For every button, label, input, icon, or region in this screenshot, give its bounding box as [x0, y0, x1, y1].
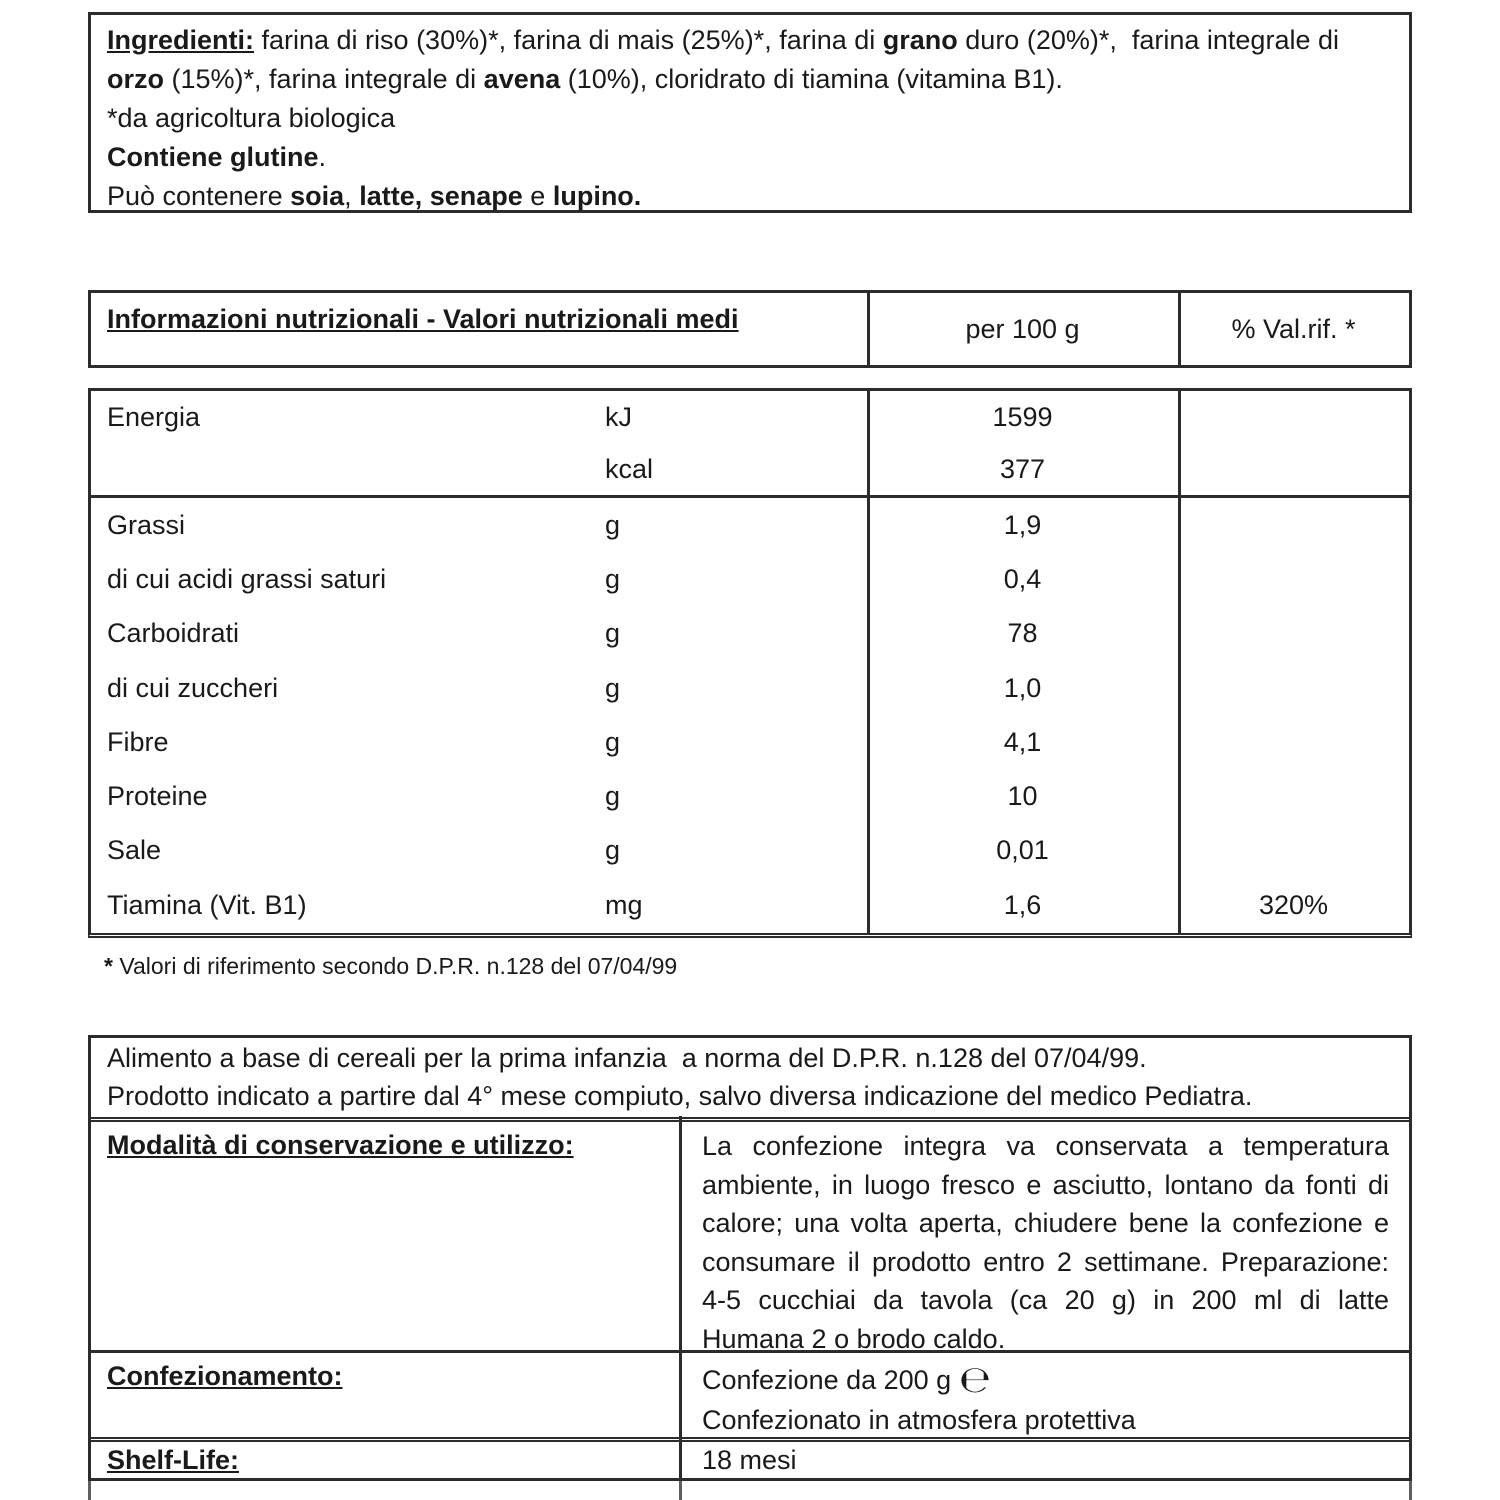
- nutrient-label: Tiamina (Vit. B1): [107, 889, 307, 920]
- nutrition-header-table: [88, 290, 1412, 368]
- per-100g-header-cell: [867, 293, 1178, 365]
- nutrient-label: Energia: [107, 401, 201, 432]
- nutrient-unit: g: [605, 781, 621, 812]
- nutrient-label: di cui acidi grassi saturi: [107, 563, 387, 594]
- estimated-sign: ℮: [959, 1358, 991, 1401]
- contains-gluten-note: Contiene glutine.: [107, 142, 327, 172]
- table-cutoff-row: [88, 1481, 1412, 1500]
- nutrient-unit: g: [605, 726, 621, 757]
- nutrient-unit: g: [605, 509, 621, 540]
- ingredients-box: [88, 12, 1412, 213]
- nutrient-value: 0,01: [996, 835, 1049, 866]
- nutrient-pct: 320%: [1258, 889, 1329, 920]
- nutrient-label: Grassi: [107, 509, 186, 540]
- nutrient-value: 1599: [992, 401, 1053, 432]
- nutrition-row-fibre: [91, 715, 1409, 769]
- nutrient-value: 10: [1007, 781, 1038, 812]
- nutrient-unit: g: [605, 672, 621, 703]
- packaging-line-1: Confezione da 200 g ℮: [702, 1358, 991, 1401]
- per-100g-header: per 100 g: [965, 313, 1080, 344]
- storage-row: [91, 1122, 1409, 1354]
- nutrient-label: Carboidrati: [107, 618, 240, 649]
- column-divider: [679, 1481, 682, 1500]
- nutrition-row-grassi: [91, 498, 1409, 552]
- percent-ref-header: % Val.rif. *: [1231, 313, 1356, 344]
- storage-label: Modalità di conservazione e utilizzo:: [107, 1130, 574, 1160]
- nutrient-unit: g: [605, 835, 621, 866]
- regulation-intro: [91, 1038, 1409, 1117]
- nutrient-value: 377: [999, 453, 1046, 484]
- nutrient-value: 0,4: [1003, 563, 1042, 594]
- column-divider: [679, 1116, 682, 1478]
- nutrition-row-carboidrati: [91, 607, 1409, 661]
- ingredients-paragraph: Ingredienti: farina di riso (30%)*, farina di mais (25%)*, farina di grano duro (20%)*, farina integrale di orzo (15%)*, farina integrale di avena (10%), cloridrato di tiamina (vitamina B1).: [107, 25, 1347, 94]
- intro-line-1: Alimento a base di cereali per la prima infanzia a norma del D.P.R. n.128 del 07/04/99.: [107, 1043, 1147, 1073]
- shelf-life-value: 18 mesi: [702, 1444, 797, 1475]
- nutrient-unit: kJ: [605, 401, 632, 432]
- nutrition-row-energia-kcal: [91, 443, 1409, 495]
- nutrient-value: 1,0: [1003, 672, 1042, 703]
- nutrient-label: di cui zuccheri: [107, 672, 279, 703]
- may-contain-note: Può contenere soia, latte, senape e lupino.: [107, 181, 642, 211]
- nutrient-unit: g: [605, 563, 621, 594]
- nutrient-unit: kcal: [605, 453, 654, 484]
- percent-ref-header-cell: [1178, 293, 1409, 365]
- product-info-table: [88, 1035, 1412, 1481]
- nutrition-row-saturi: [91, 552, 1409, 606]
- reference-footnote: * Valori di riferimento secondo D.P.R. n.128 del 07/04/99: [104, 953, 678, 979]
- packaging-row: [91, 1353, 1409, 1437]
- column-divider: [867, 293, 870, 365]
- nutrient-label: Proteine: [107, 781, 208, 812]
- nutrition-row-tiamina: [91, 878, 1409, 932]
- nutrition-title: Informazioni nutrizionali - Valori nutrizionali medi: [107, 304, 739, 334]
- nutrition-row-proteine: [91, 769, 1409, 823]
- nutrient-unit: g: [605, 618, 621, 649]
- nutrient-label: Fibre: [107, 726, 169, 757]
- nutrient-value: 4,1: [1003, 726, 1042, 757]
- nutrition-row-energia-kj: [91, 391, 1409, 443]
- shelf-life-row: [91, 1442, 1409, 1478]
- nutrition-row-sale: [91, 824, 1409, 878]
- packaging-line-2: Confezionato in atmosfera protettiva: [702, 1405, 1136, 1435]
- nutrient-value: 78: [1007, 618, 1038, 649]
- nutrition-title-cell: [91, 293, 867, 365]
- shelf-life-label: Shelf-Life:: [107, 1444, 239, 1475]
- nutrient-unit: mg: [605, 889, 643, 920]
- nutrition-row-zuccheri: [91, 661, 1409, 715]
- organic-note: *da agricoltura biologica: [107, 103, 396, 133]
- column-divider: [1178, 293, 1181, 365]
- packaging-label: Confezionamento:: [107, 1361, 343, 1391]
- nutrient-value: 1,6: [1003, 889, 1042, 920]
- nutrition-table: [88, 388, 1412, 938]
- storage-instructions: La confezione integra va conservata a temperatura ambiente, in luogo fresco e asciutto, lontano da fonti di calore; una volta aperta, chiudere bene la confezione e consumare il prodotto entro 2 settimane. Preparazione: 4-5 cucchiai da tavola (ca 20 g) in 200 ml di latte Humana 2 o brodo caldo.: [702, 1131, 1389, 1354]
- nutrient-label: Sale: [107, 835, 162, 866]
- nutrient-value: 1,9: [1003, 509, 1042, 540]
- intro-line-2: Prodotto indicato a partire dal 4° mese compiuto, salvo diversa indicazione del medico Pediatra.: [107, 1081, 1253, 1111]
